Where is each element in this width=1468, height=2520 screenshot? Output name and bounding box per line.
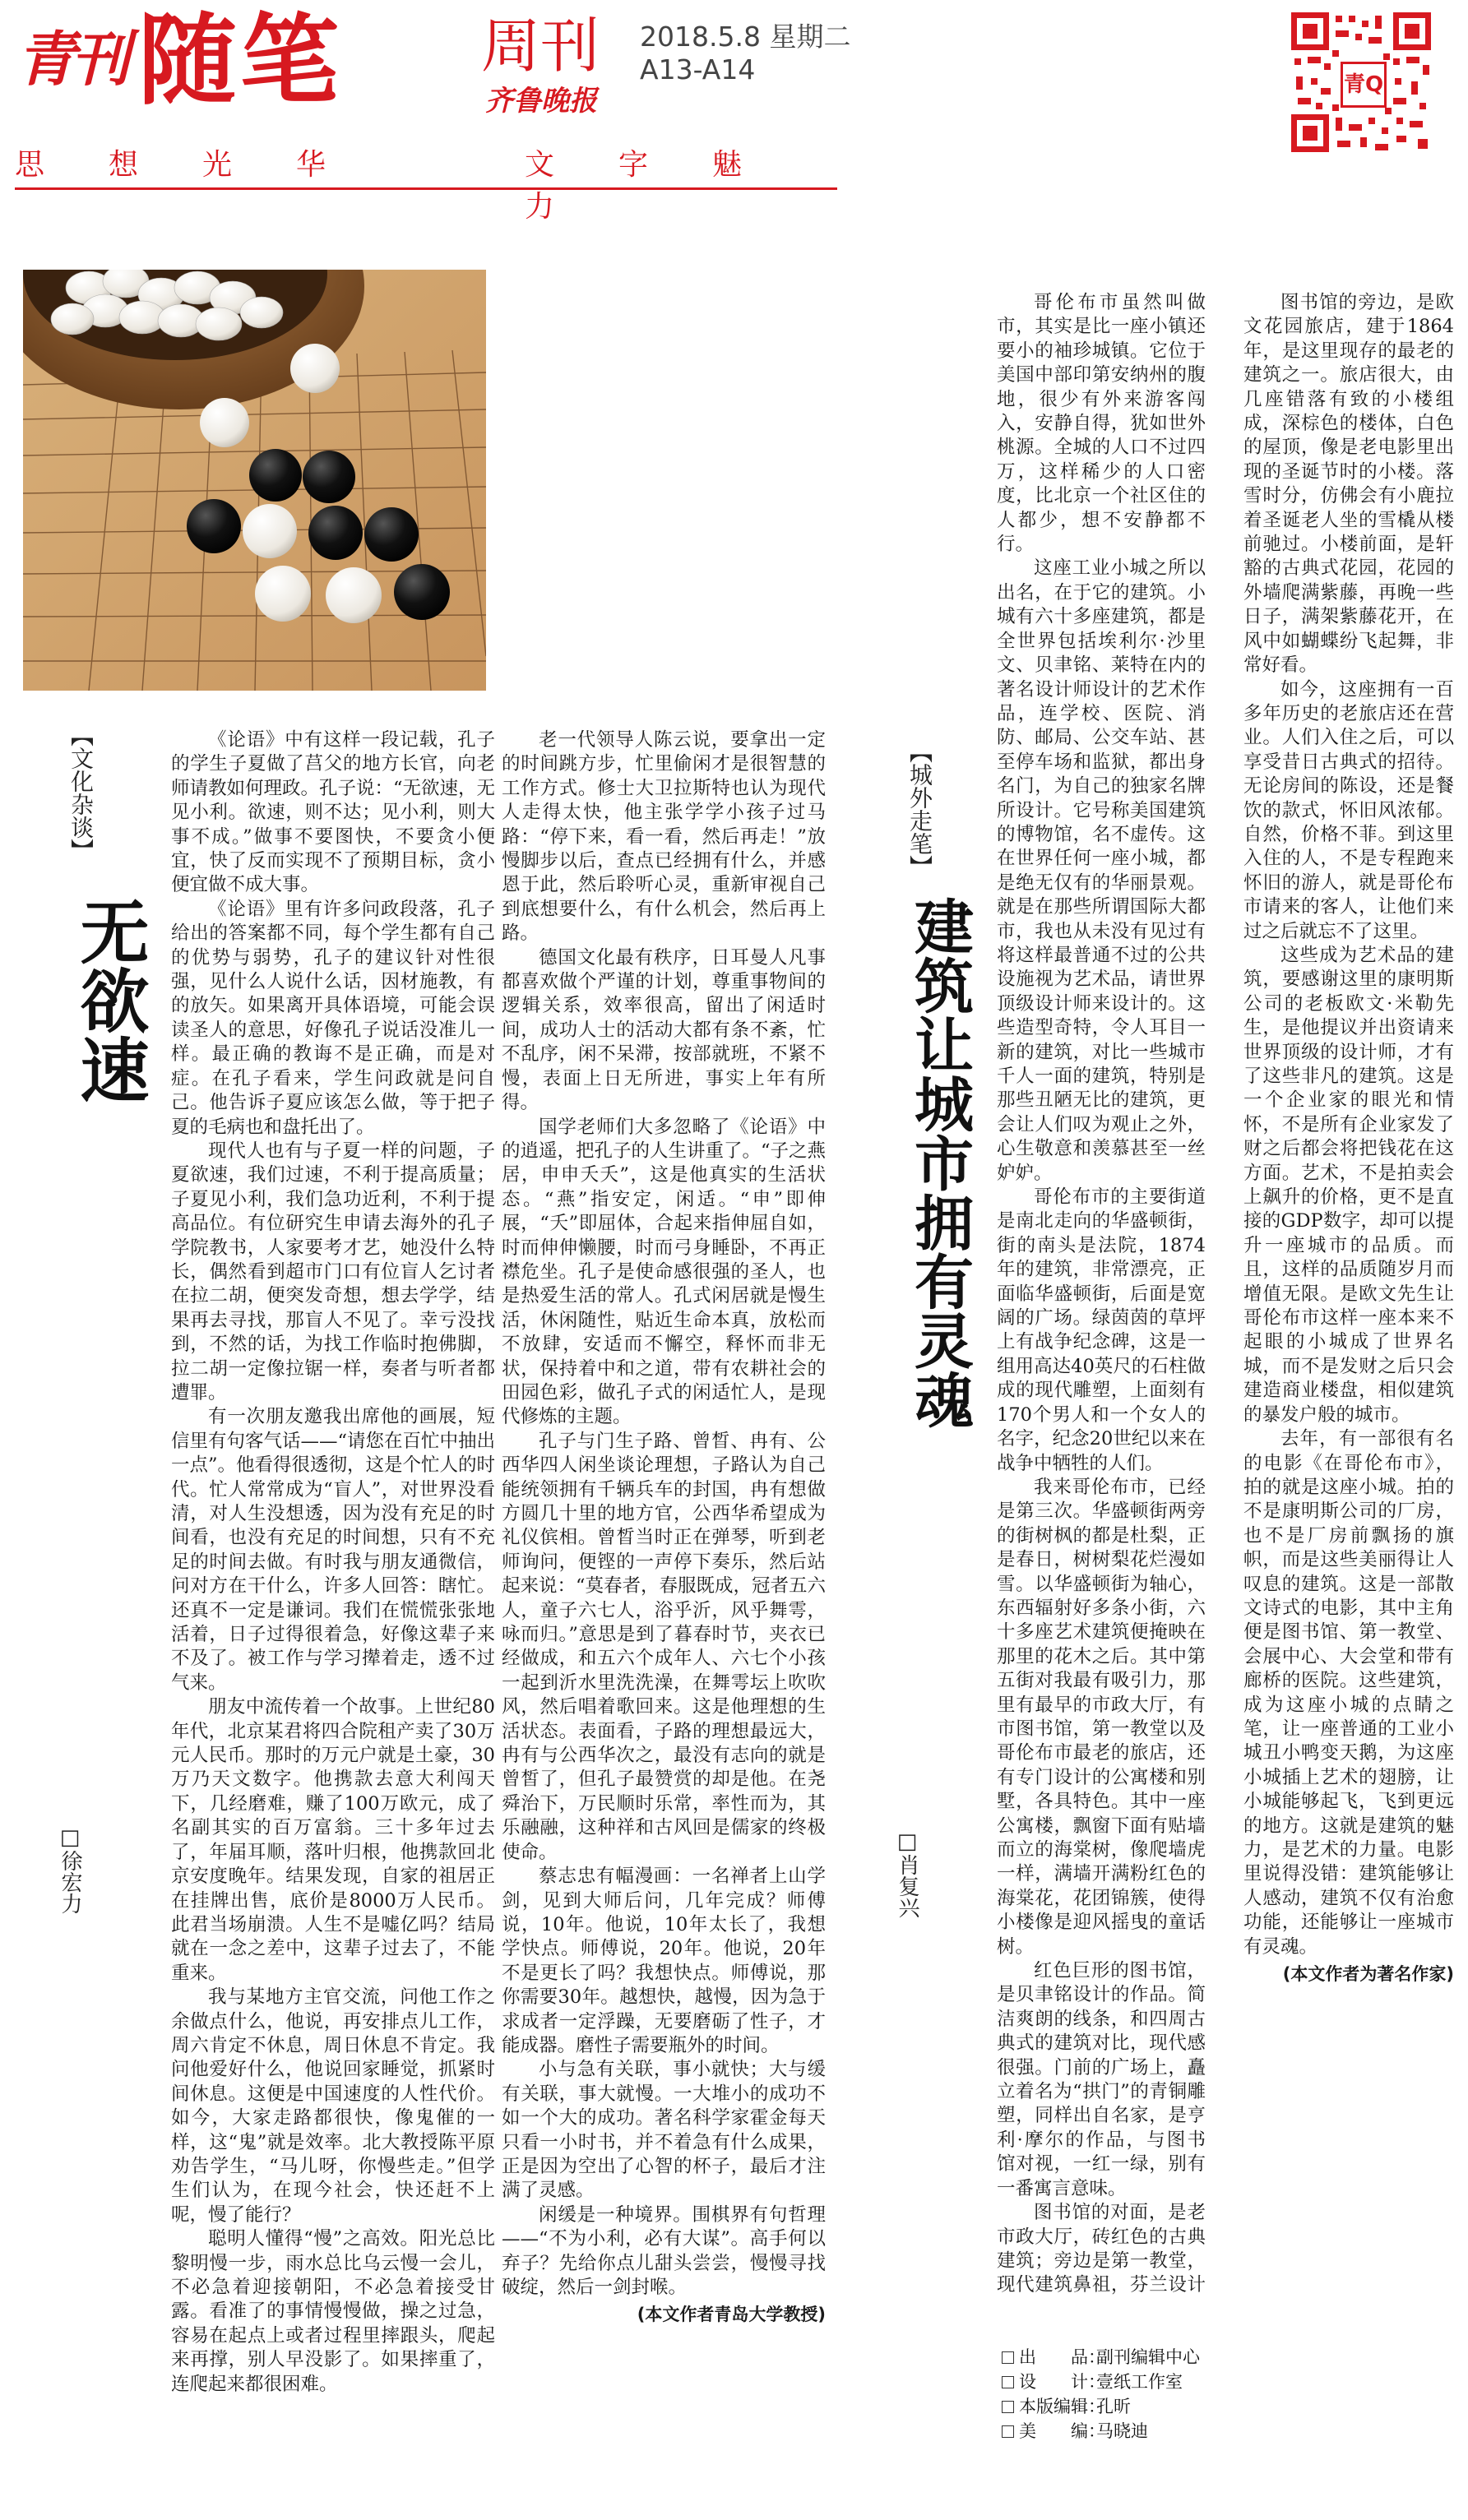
slogan-bar bbox=[15, 141, 854, 224]
go-board-illustration bbox=[23, 270, 486, 691]
slogan-left: 思想光华 bbox=[15, 148, 391, 182]
credit-row bbox=[1002, 2370, 1265, 2394]
credit-label: 本版编辑： bbox=[1019, 2397, 1105, 2416]
column-label-culture: 【文化杂谈】 bbox=[67, 724, 95, 862]
article1-paragraph: 闲缓是一种境界。围棋界有句哲理——“不为小利，必有大谋”。高手何以弃子？先给你点儿甜头尝尝，慢慢寻找破绽，然后一剑封喉。 bbox=[502, 2203, 826, 2298]
article1-author-note: (本文作者青岛大学教授) bbox=[637, 2305, 826, 2325]
credit-row bbox=[1002, 2394, 1265, 2419]
article1-paragraph: 孔子与门生子路、曾晳、冉有、公西华四人闲坐谈论理想，子路认为自己能统领拥有千辆兵车的封国，冉有想做方圆几十里的地方官，公西华希望成为礼仪傧相。曾晳当时正在弹琴，听到老师询问，便铿的一声停下奏乐，然后站起来说：“莫春者，春服既成，冠者五六人，童子六七人，浴乎沂，风乎舞雩，咏而归。”意思是到了暮春时节，夹衣已经做成，和五六个成年人、六七个小孩一起到沂水里洗洗澡，在舞雩坛上吹吹风，然后唱着歌回来。这是他理想的生活状态。表面看，子路的理想最远大，冉有与公西华次之，最没有志向的就是曾皙了，但孔子最赞赏的却是他。在尧舜治下，万民顺时乐常，率性而为，其乐融融，这种祥和古风回是儒家的终极使命。 bbox=[502, 1430, 826, 1863]
article1-paragraph: 我与某地方主官交流，问他工作之余做点什么，他说，再安排点儿工作，周六肯定不休息，周日休息不肯定。我问他爱好什么，他说回家睡觉，抓紧时间休息。这便是中国速度的人性代价。如今，大家走路都很快，像鬼催的一样，这“鬼”就是效率。北大教授陈平原劝告学生，“马儿呀，你慢些走。”但学生们认为，在现今社会，快还赶不上呢，慢了能行？ bbox=[171, 1986, 495, 2226]
weekly-label: 周刊 bbox=[481, 12, 600, 81]
qr-badge: 青Q bbox=[1341, 62, 1387, 108]
article-author-xu: □徐宏力 bbox=[58, 1825, 82, 1914]
masthead bbox=[0, 0, 1468, 224]
credit-row bbox=[1002, 2345, 1265, 2370]
article1-paragraph: 国学老师们大多忽略了《论语》中的逍遥，把孔子的人生讲重了。“子之燕居，申申夭夭”，这是他真实的生活状态。“燕”指安定，闲适。“申”即伸展，“夭”即屈体，合起来指伸屈自如，时而伸伸懒腰，时而弓身睡卧，不再正襟危坐。孔子是使命感很强的圣人，也是热爱生活的常人。孔式闲居就是慢生活，休闲随性，贴近生命本真，放松而不放肆，安适而不懈空，释怀而非无状，保持着中和之道，带有农耕社会的田园色彩，做孔子式的闲适忙人，是现代修炼的主题。 bbox=[502, 1116, 826, 1428]
go-board-photo bbox=[23, 270, 486, 691]
article2-paragraph: 图书馆的对面，是老市政大厅，砖红色的古典建筑；旁边是第一教堂，现代建筑鼻祖，芬兰设计 bbox=[997, 2202, 1206, 2296]
slogan-right: 文字魅力 bbox=[525, 148, 807, 224]
article1-paragraph: 小与急有关联，事小就快；大与缓有关联，事大就慢。一大堆小的成功不如一个大的成功。著名科学家霍金每天只看一小时书，并不着急有什么成果，正是因为空出了心智的杯子，最后才注满了灵感。 bbox=[502, 2059, 826, 2202]
page-range: A13-A14 bbox=[640, 53, 756, 86]
article1-paragraph: 老一代领导人陈云说，要拿出一定的时间跳方步，忙里偷闲才是很智慧的工作方式。修士大卫拉斯特也认为现代人走得太快，他主张学学小孩子过马路：“停下来，看一看，然后再走！”放慢脚步以后，查点已经拥有什么，并感恩于此，然后聆听心灵，重新审视自己到底想要什么，有什么机会，然后再上路。 bbox=[502, 729, 826, 945]
credit-value: 马晓迪 bbox=[1096, 2421, 1148, 2441]
article1-column-1 bbox=[171, 728, 495, 2498]
article2-paragraph: 红色巨形的图书馆，是贝聿铭设计的作品。简洁爽朗的线条，和四周古典式的建筑对比，现代感很强。门前的广场上，矗立着名为“拱门”的青铜雕塑，同样出自名家，是亨利·摩尔的作品，与图书馆对视，一红一绿，别有一番寓言意味。 bbox=[997, 1960, 1206, 2199]
issue-weekday: 星期二 bbox=[769, 21, 851, 53]
credit-row bbox=[1002, 2419, 1265, 2444]
credit-label: 出 品： bbox=[1019, 2347, 1105, 2367]
article-title-architecture: 建筑让城市拥有灵魂 bbox=[905, 896, 974, 1429]
credits-box bbox=[1002, 2345, 1265, 2444]
article-title-wuyusu: 无欲速 bbox=[69, 896, 150, 1103]
article2-paragraph: 我来哥伦布市，已经是第三次。华盛顿街两旁的街树枫的都是杜梨，正是春日，树树梨花烂漫如雪。以华盛顿街为轴心，东西辐射好多条小街，六十多座艺术建筑便掩映在那里的花木之后。其中第五街对我最有吸引力，那里有最早的市政大厅，有市图书馆，第一教堂以及哥伦布市最老的旅店，还有专门设计的公寓楼和别墅，各具特色。其中一座公寓楼，飘窗下面有贴墙而立的海棠树，像爬墙虎一样，满墙开满粉红色的海棠花，花团锦簇，使得小楼像是迎风摇曳的童话树。 bbox=[997, 1476, 1206, 1958]
article1-paragraph: 现代人也有与子夏一样的问题，子夏欲速，我们过速，不利于提高质量；子夏见小利，我们急功近利，不利于提高品位。有位研究生申请去海外的孔子学院教书，人家要考才艺，她没什么特长，偶然看到超市门口有位盲人乞讨者在拉二胡，便突发奇想，想去学学，结果再去寻找，那盲人不见了。幸亏没找到，不然的话，为找工作临时抱佛脚，拉二胡一定像拉锯一样，奏者与听者都遭罪。 bbox=[171, 1140, 495, 1403]
column-label-travel: 【城外走笔】 bbox=[906, 740, 933, 878]
issue-date: 2018.5.8 bbox=[640, 21, 761, 53]
credit-value: 孔昕 bbox=[1096, 2397, 1131, 2416]
article2-author-note: (本文作者为著名作家) bbox=[1282, 1964, 1454, 1985]
article1-paragraph: 朋友中流传着一个故事。上世纪80年代，北京某君将四合院租产卖了30万元人民币。那时的万元户就是土豪，30万乃天文数字。他携款去意大利闯天下，几经磨难，赚了100万欧元，成了名副其实的百万富翁。三十多年过去了，年届耳顺，落叶归根，他携款回北京安度晚年。结果发现，自家的祖居正在挂牌出售，底价是8000万人民币。此君当场崩溃。人生不是嘘亿吗？结局就在一念之差中，这辈子过去了，不能重来。 bbox=[171, 1696, 495, 1984]
qr-code-icon[interactable] bbox=[1291, 12, 1431, 152]
square-bullet-icon bbox=[1002, 2351, 1014, 2364]
article2-paragraph: 图书馆的旁边，是欧文花园旅店，建于1864年，是这里现存的最老的建筑之一。旅店很大，由几座错落有致的小楼组成，深棕色的楼体，白色的屋顶，像是老电影里出现的圣诞节时的小楼。落雪时分，仿佛会有小鹿拉着圣诞老人坐的雪橇从楼前驰过。小楼前面，是轩豁的古典式花园，花园的外墙爬满紫藤，再晚一些日子，满架紫藤花开，在风中如蝴蝶纷飞起舞，非常好看。 bbox=[1243, 292, 1454, 677]
article1-paragraph: 蔡志忠有幅漫画：一名禅者上山学剑，见到大师后问，几年完成？师傅说，10年。他说，10年太长了，我想学快点。师傅说，20年。他说，20年不是更长了吗？我想快点。师傅说，那你需要30年。越想快，越慢，因为急于求成者一定浮躁，无要磨砺了性子，才能成器。磨性子需要瓶外的时间。 bbox=[502, 1866, 826, 2056]
article1-paragraph: 聪明人懂得“慢”之高效。阳光总比黎明慢一步，雨水总比乌云慢一会儿，不必急着迎接朝阳，不必急着接受甘露。看准了的事情慢慢做，操之过急，容易在起点上或者过程里摔跟头，爬起来再撑，别人早没影了。如果摔重了，连爬起来都很困难。 bbox=[171, 2228, 495, 2395]
article1-paragraph: 《论语》中有这样一段记载，孔子的学生子夏做了莒父的地方长官，向老师请教如何理政。孔子说：“无欲速，无见小利。欲速，则不达；见小利，则大事不成。”做事不要图快，不要贪小便宜，快了反而实现不了预期目标，贪小便宜做不成大事。 bbox=[171, 729, 495, 896]
article2-paragraph: 这座工业小城之所以出名，在于它的建筑。小城有六十多座建筑，都是全世界包括埃利尔·沙里文、贝聿铭、莱特在内的著名设计师设计的艺术作品，连学校、医院、消防、邮局、公交车站、甚至停车场和监狱，都出身名门，为自己的独家名牌所设计。它号称美国建筑的博物馆，名不虚传。这在世界任何一座小城，都是绝无仅有的华丽景观。就是在那些所谓国际大都市，我也从未没有见过有将这样最普通不过的公共设施视为艺术品，请世界顶级设计师来设计的。这些造型奇特，令人耳目一新的建筑，对比一些城市千人一面的建筑，特别是那些丑陋无比的建筑，更会让人们叹为观止之外，心生敬意和羡慕甚至一丝妒妒。 bbox=[997, 557, 1206, 1184]
article2-paragraph: 哥伦布市的主要街道是南北走向的华盛顿街，街的南头是法院，1874年的建筑，非常漂亮，正面临华盛顿街，后面是宽阔的广场。绿茵茵的草坪上有战争纪念碑，这是一组用高达40英尺的石柱做成的现代雕塑，上面刻有170个男人和一个女人的名字，纪念20世纪以来在战争中牺牲的人们。 bbox=[997, 1186, 1206, 1474]
article2-paragraph: 哥伦布市虽然叫做市，其实是比一座小镇还要小的袖珍城镇。它位于美国中部印第安纳州的腹地，很少有外来游客闯入，安静自得，犹如世外桃源。全城的人口不过四万，这样稀少的人口密度，比北京一个社区住的人都少，想不安静都不行。 bbox=[997, 292, 1206, 556]
article1-paragraph: 德国文化最有秩序，日耳曼人凡事都喜欢做个严谨的计划，尊重事物间的逻辑关系，效率很高，留出了闲适时间，成功人士的活动大都有条不紊，忙不乱序，闲不呆滞，按部就班，不紧不慢，表面上日无所进，事实上年有所得。 bbox=[502, 946, 826, 1114]
article1-column-2 bbox=[502, 728, 826, 2513]
logo-qingkan: 青刊 bbox=[16, 25, 126, 94]
article2-column-1 bbox=[997, 291, 1206, 2297]
article2-column-2 bbox=[1243, 291, 1454, 2503]
credit-label: 美 编： bbox=[1019, 2421, 1105, 2441]
article1-paragraph: 《论语》里有许多问政段落，孔子给出的答案都不同，每个学生都有自己的优势与弱势，孔子的建议针对性很强，见什么人说什么话，因材施教，有的放矢。如果离开具体语境，可能会误读圣人的意思，好像孔子说话没准儿一样。最正确的教诲不是正确，而是对症。在孔子看来，学生问政就是问自己。他告诉子夏应该怎么做，等于把子夏的毛病也和盘托出了。 bbox=[171, 898, 495, 1138]
square-bullet-icon bbox=[1002, 2425, 1014, 2438]
publisher-logo: 齐鲁晚报 bbox=[485, 85, 597, 118]
article-author-xiao: □肖复兴 bbox=[895, 1829, 919, 1918]
logo-suibi: 随笔 bbox=[138, 4, 342, 118]
credit-value: 壹纸工作室 bbox=[1096, 2372, 1183, 2392]
square-bullet-icon bbox=[1002, 2376, 1014, 2388]
article2-paragraph: 如今，这座拥有一百多年历史的老旅店还在营业。人们入住之后，可以享受昔日古典式的招待。无论房间的陈设，还是餐饮的款式，怀旧风浓郁。自然，价格不菲。到这里入住的人，不是专程跑来怀旧的游人，就是哥伦布市请来的客人，让他们来过之后就忘不了这里。 bbox=[1243, 678, 1454, 942]
masthead-rule bbox=[15, 187, 837, 190]
article2-paragraph: 这些成为艺术品的建筑，要感谢这里的康明斯公司的老板欧文·米勒先生，是他提议并出资请来世界顶级的设计师，才有了这些非凡的建筑。这是一个企业家的眼光和情怀，不是所有企业家发了财之后都会将把钱花在这方面。艺术，不是拍卖会上飙升的价格，更不是直接的GDP数字，却可以提升一座城市的品质。而且，这样的品质随岁月而增值无限。是欧文先生让哥伦布市这样一座本来不起眼的小城成了世界名城，而不是发财之后只会建造商业楼盘，相似建筑的暴发户般的城市。 bbox=[1243, 944, 1454, 1426]
square-bullet-icon bbox=[1002, 2401, 1014, 2413]
article1-paragraph: 有一次朋友邀我出席他的画展，短信里有句客气话——“请您在百忙中抽出一点”。他看得很透彻，这是个忙人的时代。忙人常常成为“盲人”，对世界没看清，对人生没想透，因为没有充足的时间看，也没有充足的时间想，只有不充足的时间去做。有时我与朋友通微信，问对方在干什么，许多人回答：瞎忙。还真不一定是谦词。我们在慌慌张张地活着，日子过得很着急，好像这辈子来不及了。被工作与学习撵着走，透不过气来。 bbox=[171, 1406, 495, 1694]
article2-paragraph: 去年，有一部很有名的电影《在哥伦布市》，拍的就是这座小城。拍的不是康明斯公司的厂房，也不是厂房前飘扬的旗帜，而是这些美丽得让人叹息的建筑。这是一部散文诗式的电影，其中主角便是图书馆、第一教堂、会展中心、大会堂和带有廊桥的医院。这些建筑，成为这座小城的点睛之笔，让一座普通的工业小城丑小鸭变天鹅，为这座小城插上艺术的翅膀，让小城能够起飞，飞到更远的地方。这就是建筑的魅力，是艺术的力量。电影里说得没错：建筑能够让人感动，建筑不仅有治愈功能，还能够让一座城市有灵魂。 bbox=[1243, 1428, 1454, 1958]
dateline bbox=[640, 21, 850, 53]
credit-value: 副刊编辑中心 bbox=[1096, 2347, 1200, 2367]
credit-label: 设 计： bbox=[1019, 2372, 1105, 2392]
